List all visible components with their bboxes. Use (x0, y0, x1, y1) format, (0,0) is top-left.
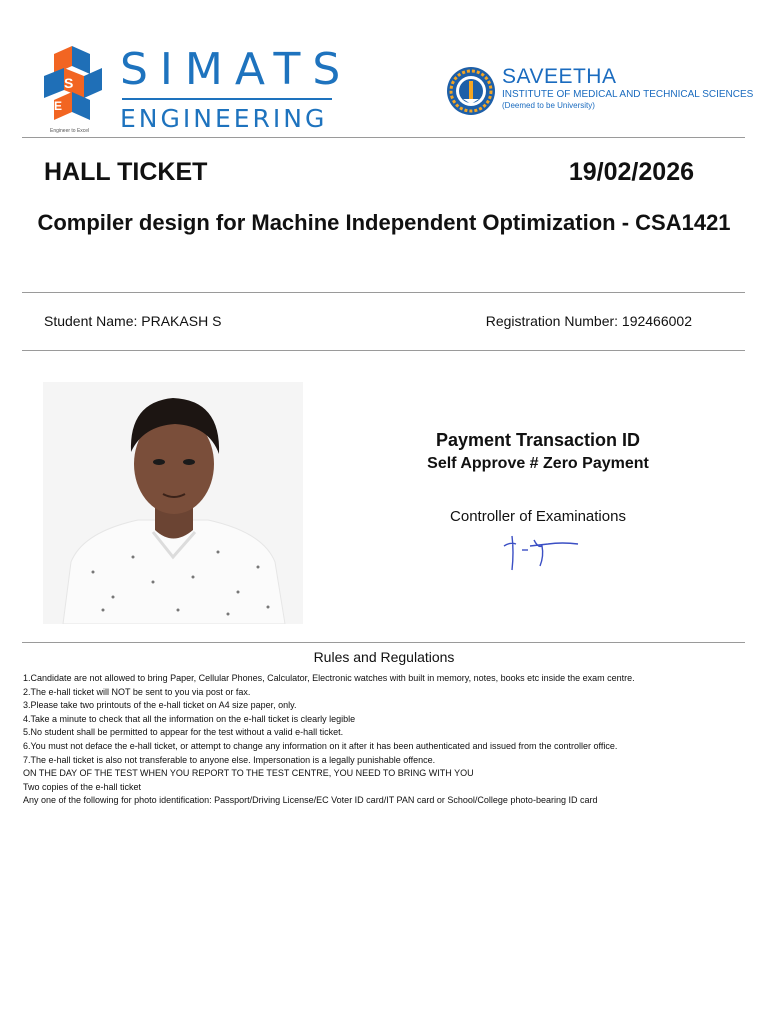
ticket-date: 19/02/2026 (568, 158, 694, 186)
rule-item: ON THE DAY OF THE TEST WHEN YOU REPORT TO THE TEST CENTRE, YOU NEED TO BRING WITH YOU (23, 768, 474, 779)
simats-word: SIMATS (120, 44, 353, 95)
hall-ticket-title: HALL TICKET (44, 158, 208, 186)
rule-item: Two copies of the e-hall ticket (23, 781, 142, 792)
saveetha-seal-icon (446, 66, 496, 116)
engineering-word: ENGINEERING (120, 104, 328, 133)
rules-divider (22, 642, 745, 643)
student-divider (22, 350, 745, 351)
ticket-title-row (44, 158, 694, 192)
student-photo-image (43, 382, 303, 624)
student-photo (43, 382, 303, 624)
simats-divider (122, 98, 332, 100)
controller-of-examinations: Controller of Examinations (450, 508, 626, 525)
header-divider (22, 137, 745, 138)
payment-transaction-label: Payment Transaction ID (435, 430, 641, 450)
rule-item: 6.You must not deface the e-hall ticket, or attempt to change any information on it after it has been authenticated and issued from the controller office. (23, 740, 618, 751)
simats-wordmark (120, 44, 353, 133)
saveetha-name: SAVEETHA (502, 65, 617, 88)
svg-text:E: E (54, 99, 63, 113)
payment-block (390, 428, 686, 476)
rule-item: 2.The e-hall ticket will NOT be sent to you via post or fax. (23, 686, 251, 697)
student-name: Student Name: PRAKASH S (44, 313, 222, 329)
controller-signature (500, 532, 584, 574)
document-header (0, 0, 768, 137)
payment-transaction-value: Self Approve # Zero Payment (427, 455, 649, 472)
simats-logo-icon (40, 46, 106, 132)
rule-item: Any one of the following for photo identification: Passport/Driving License/EC Voter ID card/IT PAN card or School/College photo-bearing ID card (23, 795, 598, 806)
course-divider (22, 292, 745, 293)
course-title: Compiler design for Machine Independent Optimization - CSA1421 (37, 210, 731, 235)
rule-item: 3.Please take two printouts of the e-hall ticket on A4 size paper, only. (23, 700, 297, 711)
simats-tagline: Engineer to Excel (50, 128, 90, 134)
rule-item: 7.The e-hall ticket is also not transferable to anyone else. Impersonation is a legally punishable offence. (23, 754, 436, 765)
saveetha-wordmark (502, 66, 753, 111)
rules-list (23, 672, 753, 808)
rule-item: 5.No student shall be permitted to appear for the test without a valid e-hall ticket. (23, 727, 344, 738)
rule-item: 4.Take a minute to check that all the information on the e-hall ticket is clearly legible (23, 713, 356, 724)
registration-number: Registration Number: 192466002 (485, 313, 692, 329)
saveetha-note: (Deemed to be University) (502, 101, 595, 110)
svg-text:S: S (64, 75, 74, 91)
rules-title: Rules and Regulations (313, 649, 455, 665)
saveetha-subtitle: INSTITUTE OF MEDICAL AND TECHNICAL SCIENCES (502, 89, 754, 100)
rule-item: 1.Candidate are not allowed to bring Paper, Cellular Phones, Calculator, Electronic watches with built in memory, notes, books etc inside the exam centre. (23, 673, 635, 683)
